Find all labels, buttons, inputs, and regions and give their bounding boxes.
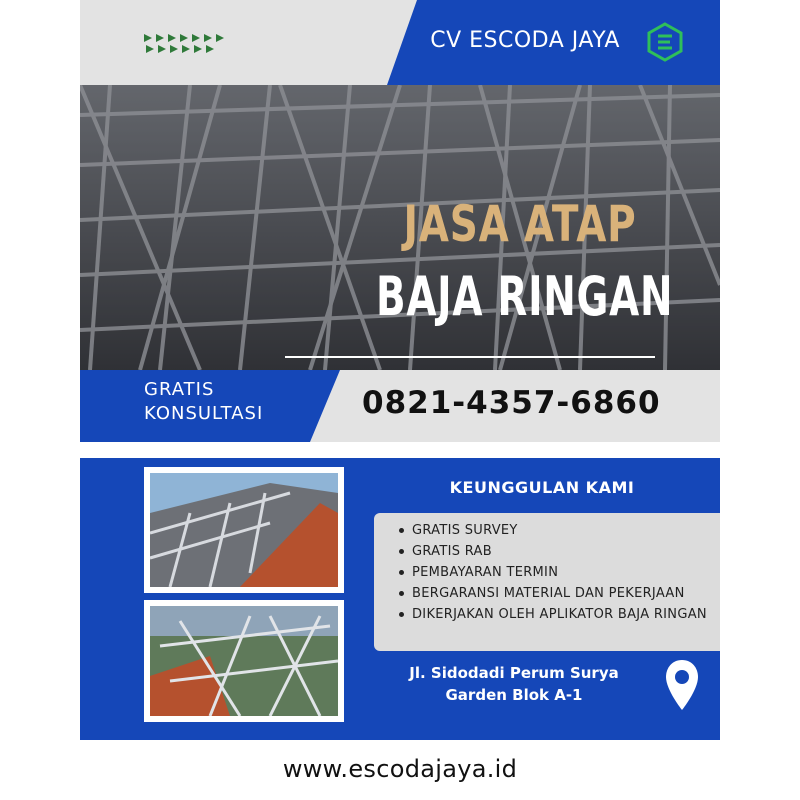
list-item: PEMBAYARAN TERMIN: [412, 562, 720, 583]
list-item: GRATIS SURVEY: [412, 520, 720, 541]
benefits-list-panel: [374, 513, 720, 651]
list-item: DIKERJAKAN OLEH APLIKATOR BAJA RINGAN: [412, 604, 720, 625]
location-pin-icon[interactable]: [664, 658, 700, 714]
chevron-arrows-decor-icon: [144, 32, 236, 56]
escoda-hexagon-logo-icon: [646, 22, 684, 62]
website-link[interactable]: www.escodajaya.id: [282, 755, 518, 783]
company-name: CV ESCODA JAYA: [430, 28, 620, 53]
benefits-heading: KEUNGGULAN KAMI: [449, 478, 635, 497]
address: [376, 662, 652, 706]
poster: [80, 0, 720, 740]
list-item: GRATIS RAB: [412, 541, 720, 562]
hero-title-line1: JASA ATAP: [403, 195, 637, 253]
roof-photo-2: [144, 600, 344, 722]
free-consultation-line1: GRATIS: [144, 379, 215, 400]
benefits-list: [374, 513, 720, 625]
phone-number[interactable]: 0821-4357-6860: [362, 385, 661, 421]
address-line2: Garden Blok A-1: [445, 686, 583, 704]
title-divider: [285, 356, 655, 358]
hero-photo: [80, 85, 720, 370]
list-item: BERGARANSI MATERIAL DAN PEKERJAAN: [412, 583, 720, 604]
address-line1: Jl. Sidodadi Perum Surya: [409, 664, 619, 682]
free-consultation-label: [144, 378, 263, 426]
roof-photo-1: [144, 467, 344, 593]
hero-title-line2: BAJA RINGAN: [376, 265, 674, 328]
free-consultation-line2: KONSULTASI: [144, 403, 264, 424]
